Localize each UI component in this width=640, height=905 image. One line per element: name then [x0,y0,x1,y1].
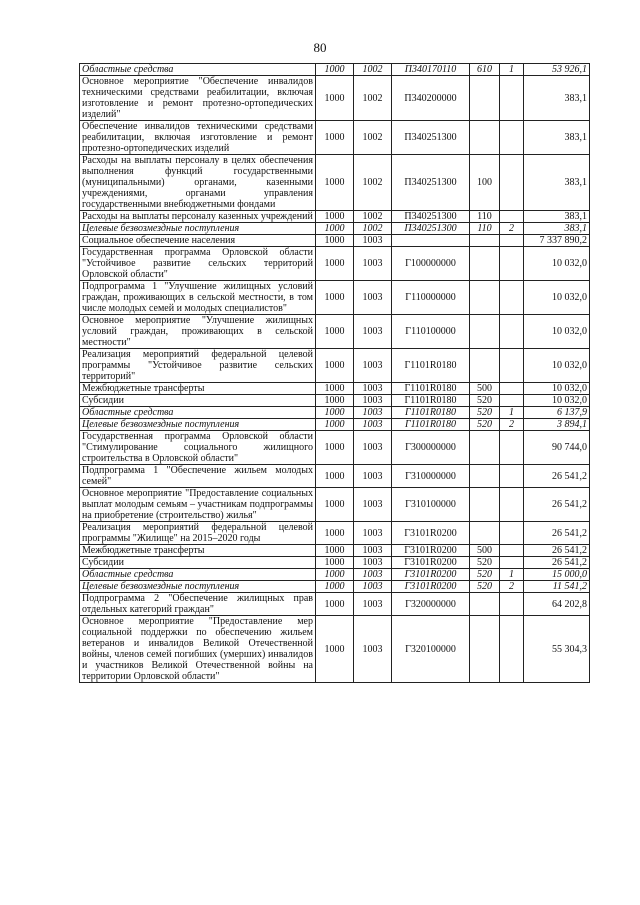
row-name-cell: Областные средства [80,569,316,581]
row-name-cell: Государственная программа Орловской области "Стимулирование социального жилищного строительства в Орловской области" [80,431,316,465]
row-expense-type: 520 [470,419,500,431]
row-ministry-code: 1000 [316,349,354,383]
row-funding-source [500,395,524,407]
row-target-article: П340170110 [392,64,470,76]
table-row [80,223,590,235]
row-section-code: 1003 [354,395,392,407]
row-name-cell: Целевые безвозмездные поступления [80,223,316,235]
row-name-cell: Основное мероприятие "Обеспечение инвалидов техническими средствами реабилитации, включая изготовление и ремонт протезно-ортопедических изделий" [80,76,316,121]
row-expense-type [470,315,500,349]
row-funding-source [500,557,524,569]
table-row [80,545,590,557]
row-section-code: 1003 [354,593,392,616]
table-row [80,395,590,407]
row-amount: 3 894,1 [524,419,590,431]
row-amount: 90 744,0 [524,431,590,465]
table-row [80,349,590,383]
row-funding-source: 2 [500,581,524,593]
row-expense-type [470,235,500,247]
row-ministry-code: 1000 [316,407,354,419]
row-name-cell: Основное мероприятие "Предоставление мер социальной поддержки по обеспечению жильем ветеранов и инвалидов Великой Отечественной войны, членов семей погибших (умерших) инвалидов и участников Великой Отечественной войны на территории Орловской области" [80,616,316,683]
row-section-code: 1003 [354,235,392,247]
row-amount: 7 337 890,2 [524,235,590,247]
row-expense-type: 500 [470,545,500,557]
table-row [80,155,590,211]
row-funding-source: 1 [500,64,524,76]
row-expense-type: 520 [470,395,500,407]
row-funding-source [500,545,524,557]
row-expense-type [470,76,500,121]
row-section-code: 1002 [354,155,392,211]
row-funding-source [500,431,524,465]
row-target-article: П340251300 [392,155,470,211]
row-funding-source [500,281,524,315]
row-target-article: Г1101R0180 [392,383,470,395]
row-ministry-code: 1000 [316,315,354,349]
table-row [80,121,590,155]
row-target-article: Г1101R0180 [392,349,470,383]
row-section-code: 1003 [354,315,392,349]
table-row [80,557,590,569]
row-expense-type [470,121,500,155]
row-target-article: Г320000000 [392,593,470,616]
row-name-cell: Подпрограмма 1 "Обеспечение жильем молодых семей" [80,465,316,488]
row-expense-type [470,593,500,616]
row-amount: 383,1 [524,223,590,235]
row-amount: 10 032,0 [524,349,590,383]
row-section-code: 1002 [354,223,392,235]
row-expense-type: 500 [470,383,500,395]
row-funding-source [500,315,524,349]
row-expense-type [470,616,500,683]
row-target-article: Г3101R0200 [392,522,470,545]
row-target-article: П340251300 [392,223,470,235]
row-target-article: Г3101R0200 [392,581,470,593]
row-funding-source [500,593,524,616]
row-section-code: 1003 [354,488,392,522]
row-ministry-code: 1000 [316,593,354,616]
table-row [80,64,590,76]
row-name-cell: Расходы на выплаты персоналу казенных учреждений [80,211,316,223]
row-amount: 26 541,2 [524,488,590,522]
row-amount: 26 541,2 [524,557,590,569]
row-name-cell: Расходы на выплаты персоналу в целях обеспечения выполнения функций государственными (муниципальными) органами, казенными учреждениями, органами управления государственными внебюджетными фондами [80,155,316,211]
row-name-cell: Обеспечение инвалидов техническими средствами реабилитации, включая изготовление и ремонт протезно-ортопедических изделий [80,121,316,155]
row-amount: 11 541,2 [524,581,590,593]
row-amount: 383,1 [524,121,590,155]
row-funding-source [500,235,524,247]
row-ministry-code: 1000 [316,223,354,235]
row-target-article: Г3101R0200 [392,569,470,581]
table-row [80,488,590,522]
row-section-code: 1003 [354,419,392,431]
row-target-article: Г110000000 [392,281,470,315]
row-section-code: 1003 [354,581,392,593]
row-name-cell: Основное мероприятие "Предоставление социальных выплат молодым семьям – участникам подпрограммы на приобретение (строительство) жилья" [80,488,316,522]
row-expense-type: 100 [470,155,500,211]
table-row [80,581,590,593]
page-number: 80 [313,40,327,55]
row-amount: 26 541,2 [524,545,590,557]
row-amount: 383,1 [524,211,590,223]
row-amount: 26 541,2 [524,465,590,488]
row-target-article: Г1101R0180 [392,419,470,431]
row-ministry-code: 1000 [316,569,354,581]
row-ministry-code: 1000 [316,522,354,545]
row-ministry-code: 1000 [316,488,354,522]
row-funding-source [500,522,524,545]
row-expense-type: 520 [470,569,500,581]
row-name-cell: Областные средства [80,64,316,76]
table-row [80,76,590,121]
row-name-cell: Областные средства [80,407,316,419]
row-section-code: 1003 [354,465,392,488]
row-funding-source [500,383,524,395]
row-ministry-code: 1000 [316,419,354,431]
row-name-cell: Подпрограмма 2 "Обеспечение жилищных прав отдельных категорий граждан" [80,593,316,616]
table-row [80,569,590,581]
row-target-article: П340200000 [392,76,470,121]
row-expense-type: 110 [470,211,500,223]
table-row [80,593,590,616]
table-row [80,431,590,465]
row-expense-type [470,247,500,281]
row-section-code: 1003 [354,522,392,545]
row-amount: 10 032,0 [524,281,590,315]
row-name-cell: Субсидии [80,395,316,407]
row-funding-source [500,211,524,223]
table-row [80,465,590,488]
row-ministry-code: 1000 [316,557,354,569]
row-ministry-code: 1000 [316,581,354,593]
row-ministry-code: 1000 [316,431,354,465]
row-section-code: 1003 [354,407,392,419]
row-section-code: 1003 [354,557,392,569]
row-ministry-code: 1000 [316,281,354,315]
row-ministry-code: 1000 [316,247,354,281]
row-amount: 26 541,2 [524,522,590,545]
row-funding-source [500,121,524,155]
row-amount: 383,1 [524,76,590,121]
row-amount: 383,1 [524,155,590,211]
row-target-article: П340251300 [392,121,470,155]
row-expense-type [470,522,500,545]
budget-table-body [80,64,590,683]
row-amount: 6 137,9 [524,407,590,419]
table-row [80,522,590,545]
table-row [80,616,590,683]
row-funding-source: 1 [500,407,524,419]
table-row [80,407,590,419]
row-expense-type [470,349,500,383]
row-funding-source [500,349,524,383]
row-amount: 55 304,3 [524,616,590,683]
row-name-cell: Подпрограмма 1 "Улучшение жилищных условий граждан, проживающих в сельской местности, в том числе молодых семей и молодых специалистов" [80,281,316,315]
row-target-article: Г300000000 [392,431,470,465]
row-ministry-code: 1000 [316,235,354,247]
row-amount: 10 032,0 [524,395,590,407]
row-expense-type: 110 [470,223,500,235]
row-section-code: 1002 [354,64,392,76]
row-target-article: Г310000000 [392,465,470,488]
row-section-code: 1002 [354,121,392,155]
row-expense-type [470,281,500,315]
row-ministry-code: 1000 [316,155,354,211]
table-row [80,281,590,315]
row-expense-type: 520 [470,407,500,419]
row-ministry-code: 1000 [316,395,354,407]
row-funding-source [500,616,524,683]
row-funding-source [500,488,524,522]
row-target-article: Г100000000 [392,247,470,281]
row-funding-source: 2 [500,223,524,235]
row-amount: 15 000,0 [524,569,590,581]
row-target-article: Г1101R0180 [392,407,470,419]
row-name-cell: Межбюджетные трансферты [80,545,316,557]
row-name-cell: Реализация мероприятий федеральной целевой программы "Устойчивое развитие сельских территорий" [80,349,316,383]
row-section-code: 1003 [354,616,392,683]
row-amount: 64 202,8 [524,593,590,616]
row-expense-type [470,465,500,488]
row-funding-source: 2 [500,419,524,431]
row-ministry-code: 1000 [316,64,354,76]
row-expense-type: 520 [470,557,500,569]
row-target-article: Г310100000 [392,488,470,522]
table-row [80,315,590,349]
row-section-code: 1003 [354,545,392,557]
row-funding-source [500,465,524,488]
row-section-code: 1002 [354,76,392,121]
row-section-code: 1003 [354,383,392,395]
row-amount: 10 032,0 [524,383,590,395]
table-row [80,235,590,247]
row-name-cell: Социальное обеспечение населения [80,235,316,247]
row-expense-type [470,431,500,465]
row-funding-source [500,76,524,121]
row-target-article: Г3101R0200 [392,545,470,557]
table-row [80,419,590,431]
row-name-cell: Субсидии [80,557,316,569]
row-ministry-code: 1000 [316,121,354,155]
row-section-code: 1003 [354,431,392,465]
row-target-article: Г3101R0200 [392,557,470,569]
row-funding-source [500,247,524,281]
row-target-article: Г110100000 [392,315,470,349]
row-name-cell: Государственная программа Орловской области "Устойчивое развитие сельских территорий Орловской области" [80,247,316,281]
row-target-article: Г320100000 [392,616,470,683]
row-target-article [392,235,470,247]
table-row [80,247,590,281]
row-name-cell: Целевые безвозмездные поступления [80,581,316,593]
row-section-code: 1003 [354,569,392,581]
row-expense-type: 610 [470,64,500,76]
row-amount: 10 032,0 [524,315,590,349]
row-name-cell: Межбюджетные трансферты [80,383,316,395]
row-amount: 10 032,0 [524,247,590,281]
row-section-code: 1003 [354,247,392,281]
row-section-code: 1003 [354,281,392,315]
table-row [80,383,590,395]
row-target-article: Г1101R0180 [392,395,470,407]
row-name-cell: Основное мероприятие "Улучшение жилищных условий граждан, проживающих в сельской местности" [80,315,316,349]
row-ministry-code: 1000 [316,383,354,395]
row-target-article: П340251300 [392,211,470,223]
row-expense-type: 520 [470,581,500,593]
row-ministry-code: 1000 [316,465,354,488]
row-ministry-code: 1000 [316,616,354,683]
row-ministry-code: 1000 [316,76,354,121]
row-ministry-code: 1000 [316,211,354,223]
table-row [80,211,590,223]
row-funding-source: 1 [500,569,524,581]
row-funding-source [500,155,524,211]
row-name-cell: Реализация мероприятий федеральной целевой программы "Жилище" на 2015–2020 годы [80,522,316,545]
row-name-cell: Целевые безвозмездные поступления [80,419,316,431]
budget-table [79,63,590,683]
row-expense-type [470,488,500,522]
row-section-code: 1003 [354,349,392,383]
row-section-code: 1002 [354,211,392,223]
row-amount: 53 926,1 [524,64,590,76]
row-ministry-code: 1000 [316,545,354,557]
